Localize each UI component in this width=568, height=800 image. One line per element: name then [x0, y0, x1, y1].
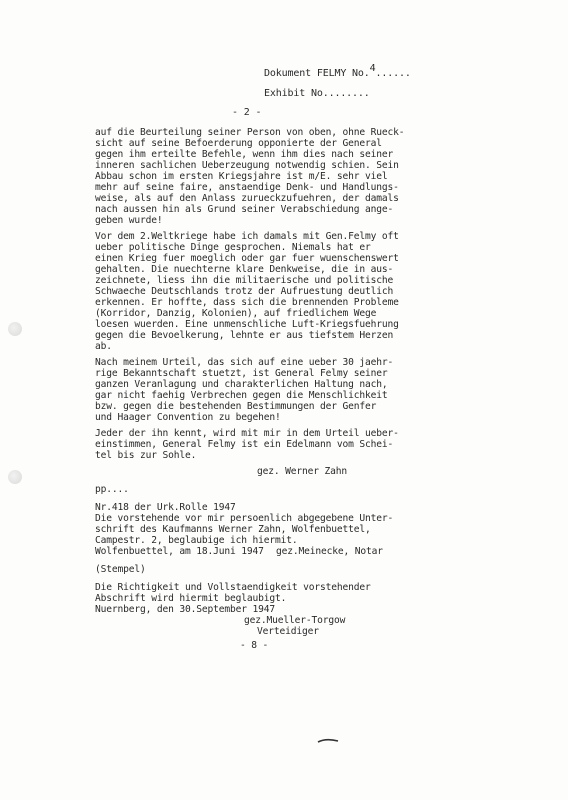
text-line: einstimmen, General Felmy ist ein Edelmann vom Schei- [95, 439, 394, 450]
text-line: gar nicht faehig Verbrechen gegen die Menschlichkeit [95, 390, 388, 401]
text-line: Abschrift wird hiermit beglaubigt. [95, 593, 287, 604]
text-line: einen Krieg fuer moeglich oder gar fuer wuenschenswert [95, 253, 399, 264]
text-line: und Haager Convention zu begehen! [95, 412, 281, 423]
text-line: (Korridor, Danzig, Kolonien), auf friedlichem Wege [95, 308, 377, 319]
text-line: nach aussen hin als Grund seiner Verabschiedung ange- [95, 204, 394, 215]
signature-werner-zahn: gez. Werner Zahn [257, 466, 348, 477]
defense-role: Verteidiger [257, 626, 319, 637]
text-line: Wolfenbuettel, am 18.Juni 1947 [95, 546, 264, 557]
text-line: Die Richtigkeit und Vollstaendigkeit vorstehender [95, 582, 371, 593]
text-line: ganzen Veranlagung und charakterlichen Haltung nach, [95, 379, 388, 390]
page-number: - 2 - [232, 107, 262, 118]
text-line: Abbau schon im ersten Kriegsjahre ist m/E. sehr viel [95, 171, 388, 182]
text-line: ueber politische Dinge gesprochen. Niemals hat er [95, 242, 371, 253]
text-line: gegen die Bevoelkerung, lehnte er aus tiefstem Herzen [95, 330, 394, 341]
text-line: auf die Beurteilung seiner Person von oben, ohne Rueck- [95, 127, 405, 138]
text-line: Nr.418 der Urk.Rolle 1947 [95, 502, 236, 513]
document-number: 4 [369, 63, 376, 74]
text-line: tel bis zur Sohle. [95, 450, 197, 461]
text-line: Vor dem 2.Weltkriege habe ich damals mit Gen.Felmy oft [95, 231, 399, 242]
text-line: Die vorstehende vor mir persoenlich abgegebene Unter- [95, 513, 394, 524]
exhibit-label: Exhibit No........ [264, 88, 370, 99]
text-line: rige Bekanntschaft stuetzt, ist General Felmy seiner [95, 368, 388, 379]
text-line: inneren sachlichen Ueberzeugung notwendig schien. Sein [95, 160, 399, 171]
punch-hole [8, 470, 22, 484]
notary-signature: gez.Meinecke, Notar [276, 546, 383, 557]
stamp-note: (Stempel) [95, 564, 146, 575]
abbreviation: pp.... [95, 484, 129, 495]
text-line: gehalten. Die nuechterne klare Denkweise, die in aus- [95, 264, 394, 275]
text-line: Jeder der ihn kennt, wird mit mir in dem Urteil ueber- [95, 428, 399, 439]
text-line: ab. [95, 341, 112, 352]
text-line: weise, als auf den Anlass zurueckzufuehren, der damals [95, 193, 399, 204]
document-label-line: Dokument FELMY No.4...... [264, 63, 411, 79]
defense-signature: gez.Mueller-Torgow [244, 615, 346, 626]
text-line: geben wurde! [95, 215, 163, 226]
document-label: Dokument FELMY No. [264, 68, 370, 79]
text-line: loesen wuerden. Eine unmenschliche Luft-Kriegsfuehrung [95, 319, 399, 330]
text-line: zeichnete, liess ihn die militaerische und politische [95, 275, 394, 286]
text-line: mehr auf seine faire, anstaendige Denk- und Handlungs- [95, 182, 399, 193]
text-line: Schwaeche Deutschlands trotz der Aufruestung deutlich [95, 286, 394, 297]
text-line: bzw. gegen die bestehenden Bestimmungen der Genfer [95, 401, 377, 412]
footer-page-number: - 8 - [240, 640, 269, 651]
ink-mark [316, 736, 340, 746]
punch-hole [8, 322, 22, 336]
text-line: Nuernberg, den 30.September 1947 [95, 604, 276, 615]
text-line: sicht auf seine Befoerderung opponierte der General [95, 138, 382, 149]
text-line: gegen ihm erteilte Befehle, wenn ihm dies nach seiner [95, 149, 394, 160]
text-line: Nach meinem Urteil, das sich auf eine ueber 30 jaehr- [95, 357, 394, 368]
text-line: Campestr. 2, beglaubige ich hiermit. [95, 535, 298, 546]
text-line: schrift des Kaufmanns Werner Zahn, Wolfenbuettel, [95, 524, 371, 535]
text-line: erkennen. Er hoffte, dass sich die brennenden Probleme [95, 297, 399, 308]
